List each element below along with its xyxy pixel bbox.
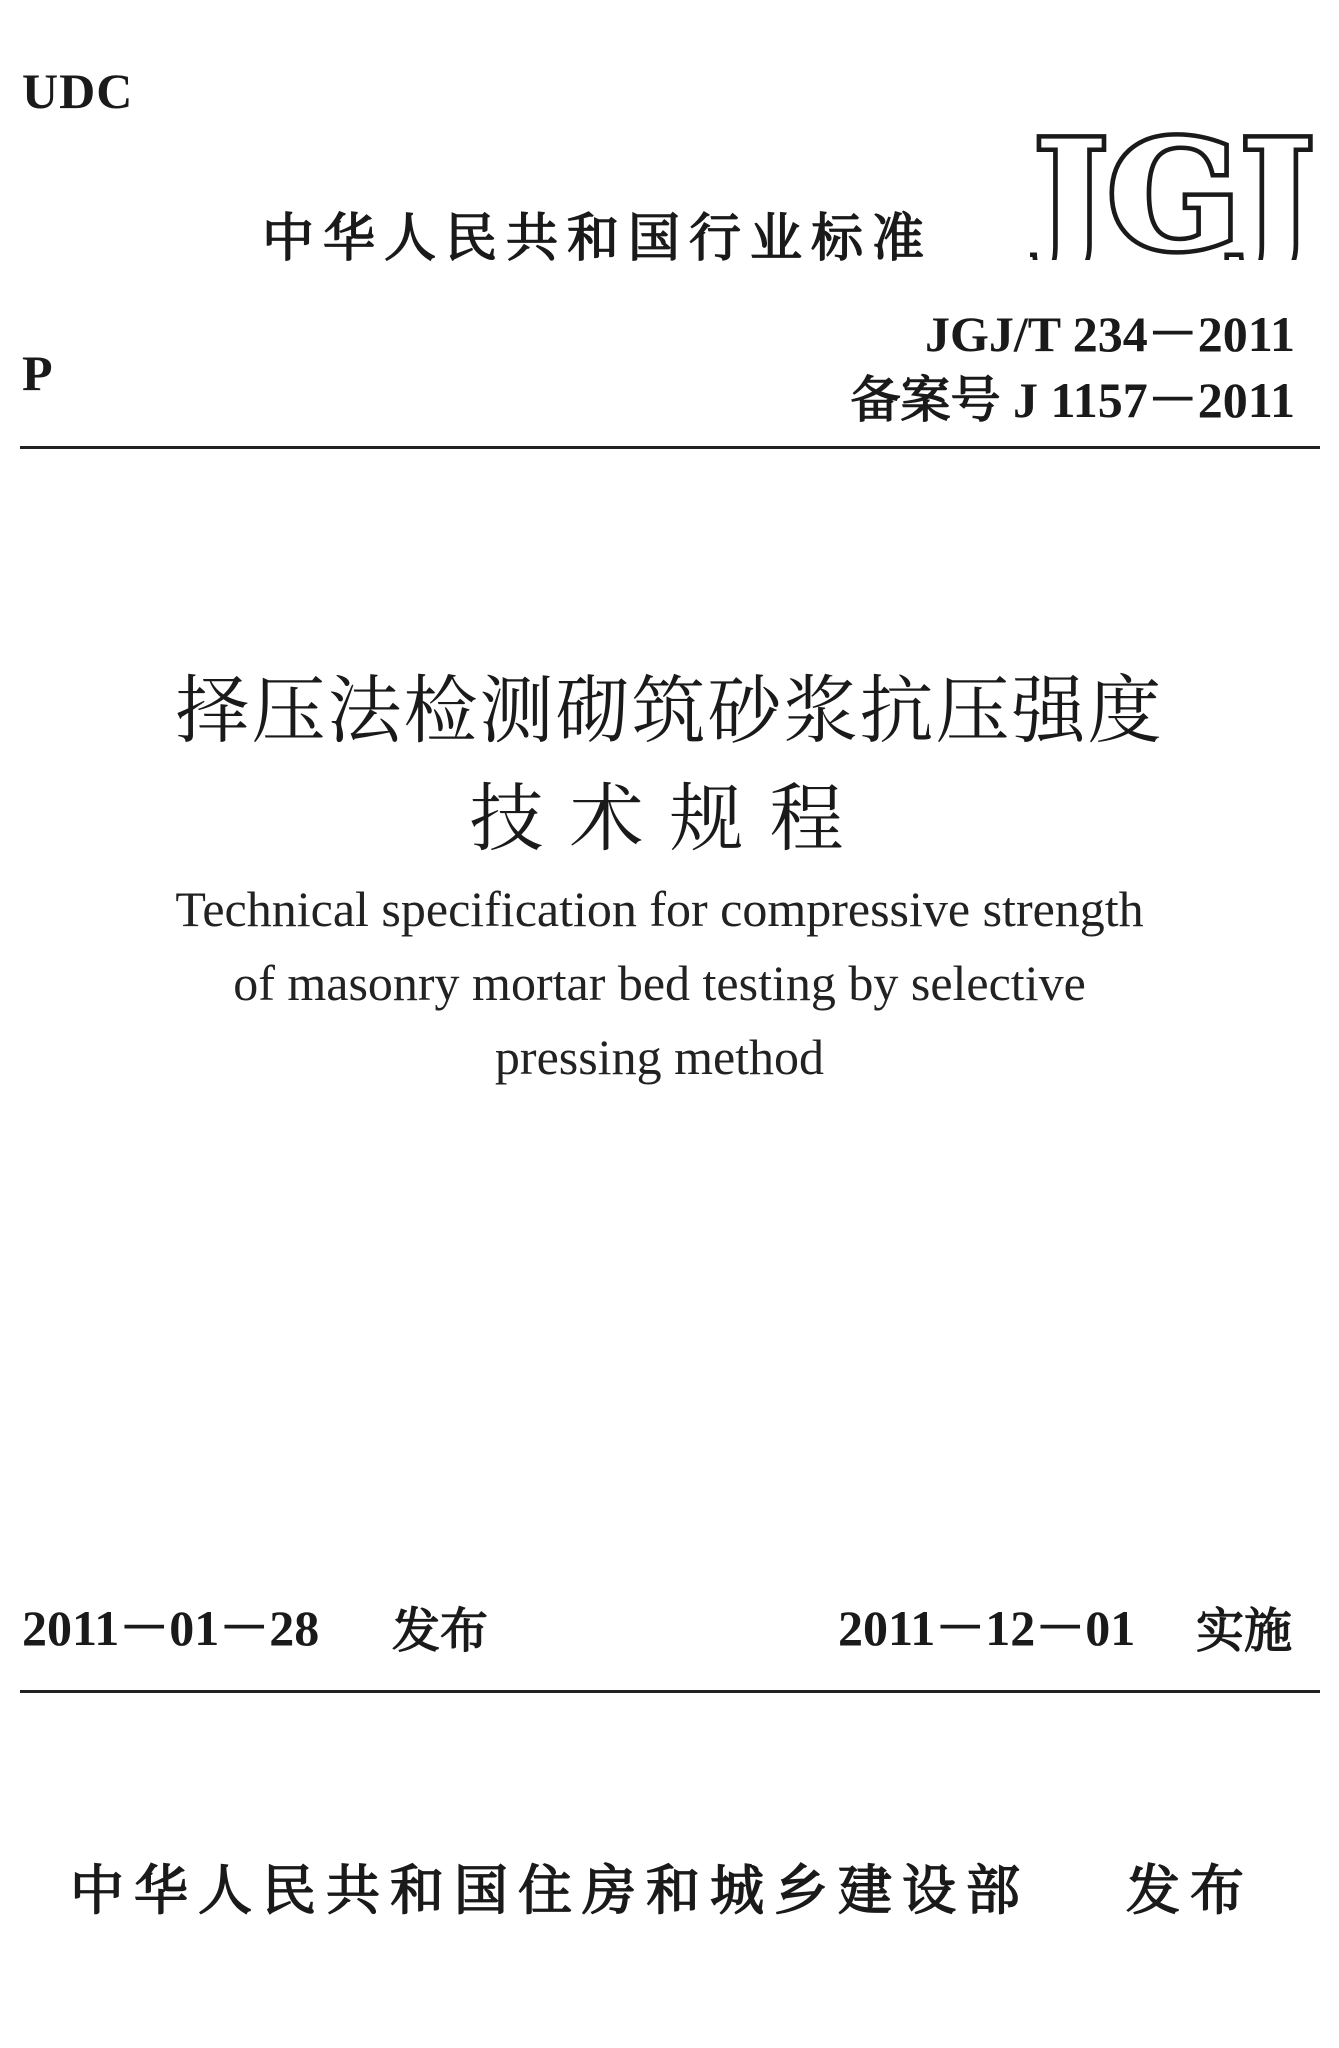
issue-label: 发布 [392,1603,489,1659]
title-english-line-2: of masonry mortar bed testing by selective [233,955,1086,1011]
udc-label: UDC [22,63,134,119]
implementation-date: 2011－12－01 [838,1600,1136,1656]
publisher-name: 中华人民共和国住房和城乡建设部 [70,1859,1030,1922]
title-english-line-3: pressing method [494,1029,825,1085]
classification-label: P [22,345,53,401]
standard-type-title: 中华人民共和国行业标准 [262,209,934,269]
record-label: 备案号 [850,371,1001,429]
jgj-logo [1030,120,1318,260]
publish-label: 发布 [1126,1859,1254,1922]
logo-text: JGJ [1030,120,1314,260]
record-number: J 1157－2011 [1000,372,1295,428]
implementation-label: 实施 [1196,1603,1293,1659]
title-chinese-line-2: 技术规程 [469,779,870,861]
bottom-divider [20,1690,1320,1693]
title-chinese-line-1: 择压法检测砌筑砂浆抗压强度 [175,671,1164,753]
record-number-line [851,360,1295,432]
title-english-line-1: Technical specification for compressive strength [175,881,1144,937]
top-divider [20,446,1320,449]
standard-number: JGJ/T 234－2011 [925,306,1295,362]
issue-date: 2011－01－28 [22,1600,320,1656]
